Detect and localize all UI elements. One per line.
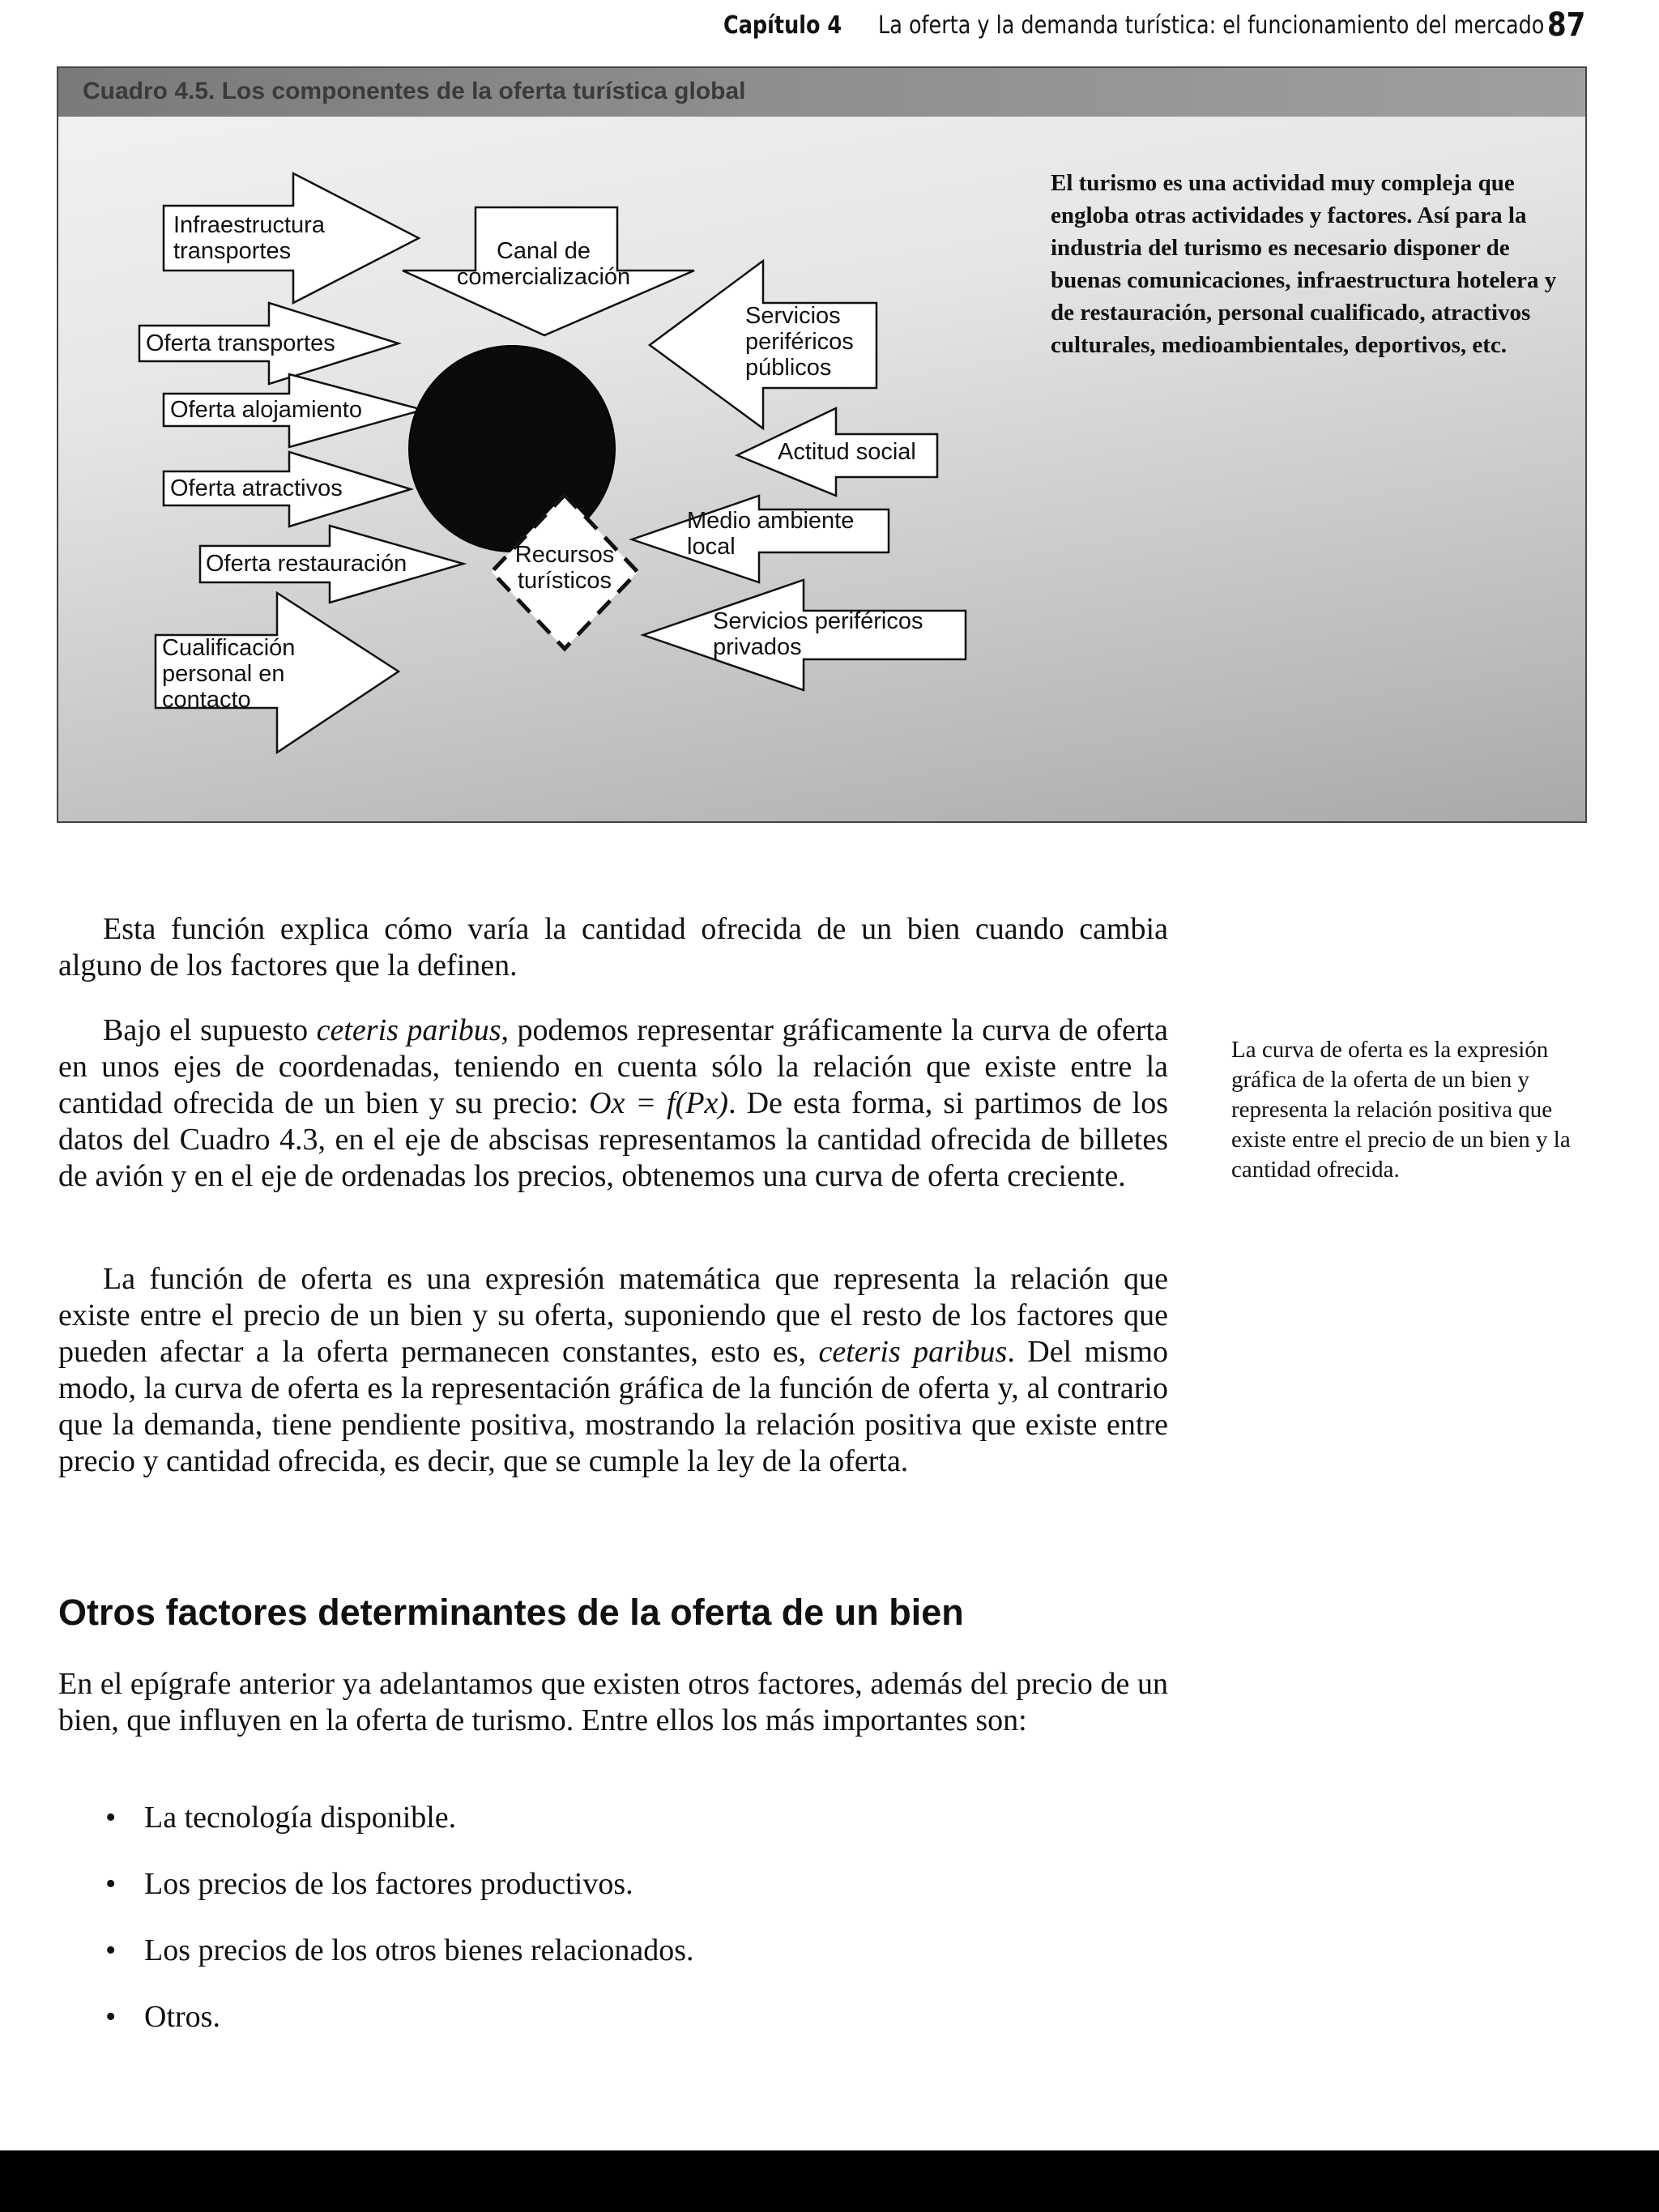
label-servicios-privados: Servicios periféricos privados: [713, 608, 923, 660]
label-oferta-atractivos: Oferta atractivos: [170, 475, 343, 501]
bullet-icon: •: [105, 1867, 117, 1901]
label-actitud-social: Actitud social: [778, 439, 916, 465]
figure-caption: Cuadro 4.5. Los componentes de la oferta turística global: [83, 78, 746, 104]
paragraph-4: En el epígrafe anterior ya adelantamos que existen otros factores, además del precio de un bien, que influyen en la oferta de turismo. Entre ellos los más importantes son:: [58, 1667, 1168, 1737]
label-infraestructura: Infraestructura transportes: [173, 212, 325, 264]
label-oferta-transportes: Oferta transportes: [146, 330, 335, 356]
label-cualificacion: Cualificación personal en contacto: [162, 635, 296, 713]
label-medio-ambiente: Medio ambiente local: [687, 508, 855, 560]
scan-footer-bar: [0, 2150, 1659, 2212]
list-item: • Otros.: [105, 2000, 220, 2034]
list-item: • La tecnología disponible.: [105, 1801, 457, 1835]
paragraph-3: La función de oferta es una expresión matemática que representa la relación que existe entre el precio de un bien y su oferta, suponiendo que el resto de los factores que pueden afectar a la oferta permanecen constantes, esto es, ceteris paribus. Del mismo modo, la curva de oferta es la representación gráfica de la función de oferta y, al contrario que la demanda, tiene pendiente positiva, mostrando la relación positiva que existe entre precio y cantidad ofrecida, es decir, que se cumple la ley de la oferta.: [58, 1262, 1169, 1478]
figure-note: El turismo es una actividad muy compleja que engloba otras actividades y factores. Así para la industria del turismo es necesario disponer de buenas comunicaciones, infraestructura hotelera y de restauración, personal cualificado, atractivos culturales, medioambientales, deportivos, etc.: [1051, 170, 1557, 358]
bullet-icon: •: [105, 1933, 117, 1967]
label-recursos-turisticos: Recursos turísticos: [514, 542, 615, 594]
margin-note: La curva de oferta es la expresión gráfica de la oferta de un bien y representa la relación positiva que existe entre el precio de un bien y la cantidad ofrecida.: [1231, 1037, 1571, 1183]
page-number: 87: [1547, 6, 1586, 44]
label-oferta-alojamiento: Oferta alojamiento: [170, 397, 362, 423]
chapter-label: Capítulo 4: [723, 11, 842, 40]
label-servicios-publicos: Servicios periféricos públicos: [745, 303, 854, 381]
bullet-icon: •: [105, 2000, 117, 2034]
chapter-title: La oferta y la demanda turística: el funcionamiento del mercado: [878, 11, 1545, 40]
label-canal: Canal de comercialización: [456, 238, 631, 290]
page-header: [0, 6, 1659, 47]
paragraph-1: Esta función explica cómo varía la cantidad ofrecida de un bien cuando cambia alguno de los factores que la definen.: [58, 912, 1168, 982]
label-oferta-restauracion: Oferta restauración: [206, 551, 407, 577]
list-item: • Los precios de los otros bienes relacionados.: [105, 1933, 694, 1967]
factor-list: [105, 1800, 694, 2065]
section-heading: Otros factores determinantes de la oferta de un bien: [58, 1592, 964, 1633]
figure-box: [57, 66, 1587, 823]
list-item: • Los precios de los factores productivos.: [105, 1867, 633, 1901]
bullet-icon: •: [105, 1801, 117, 1835]
paragraph-2: Bajo el supuesto ceteris paribus, podemos representar gráficamente la curva de oferta en unos ejes de coordenadas, teniendo en cuenta sólo la relación que existe entre la cantidad ofrecida de un bien y su precio: Ox = f(Px). De esta forma, si partimos de los datos del Cuadro 4.3, en el eje de abscisas representamos la cantidad ofrecida de billetes de avión y en el eje de ordenadas los precios, obtenemos una curva de oferta creciente.: [58, 1013, 1168, 1193]
